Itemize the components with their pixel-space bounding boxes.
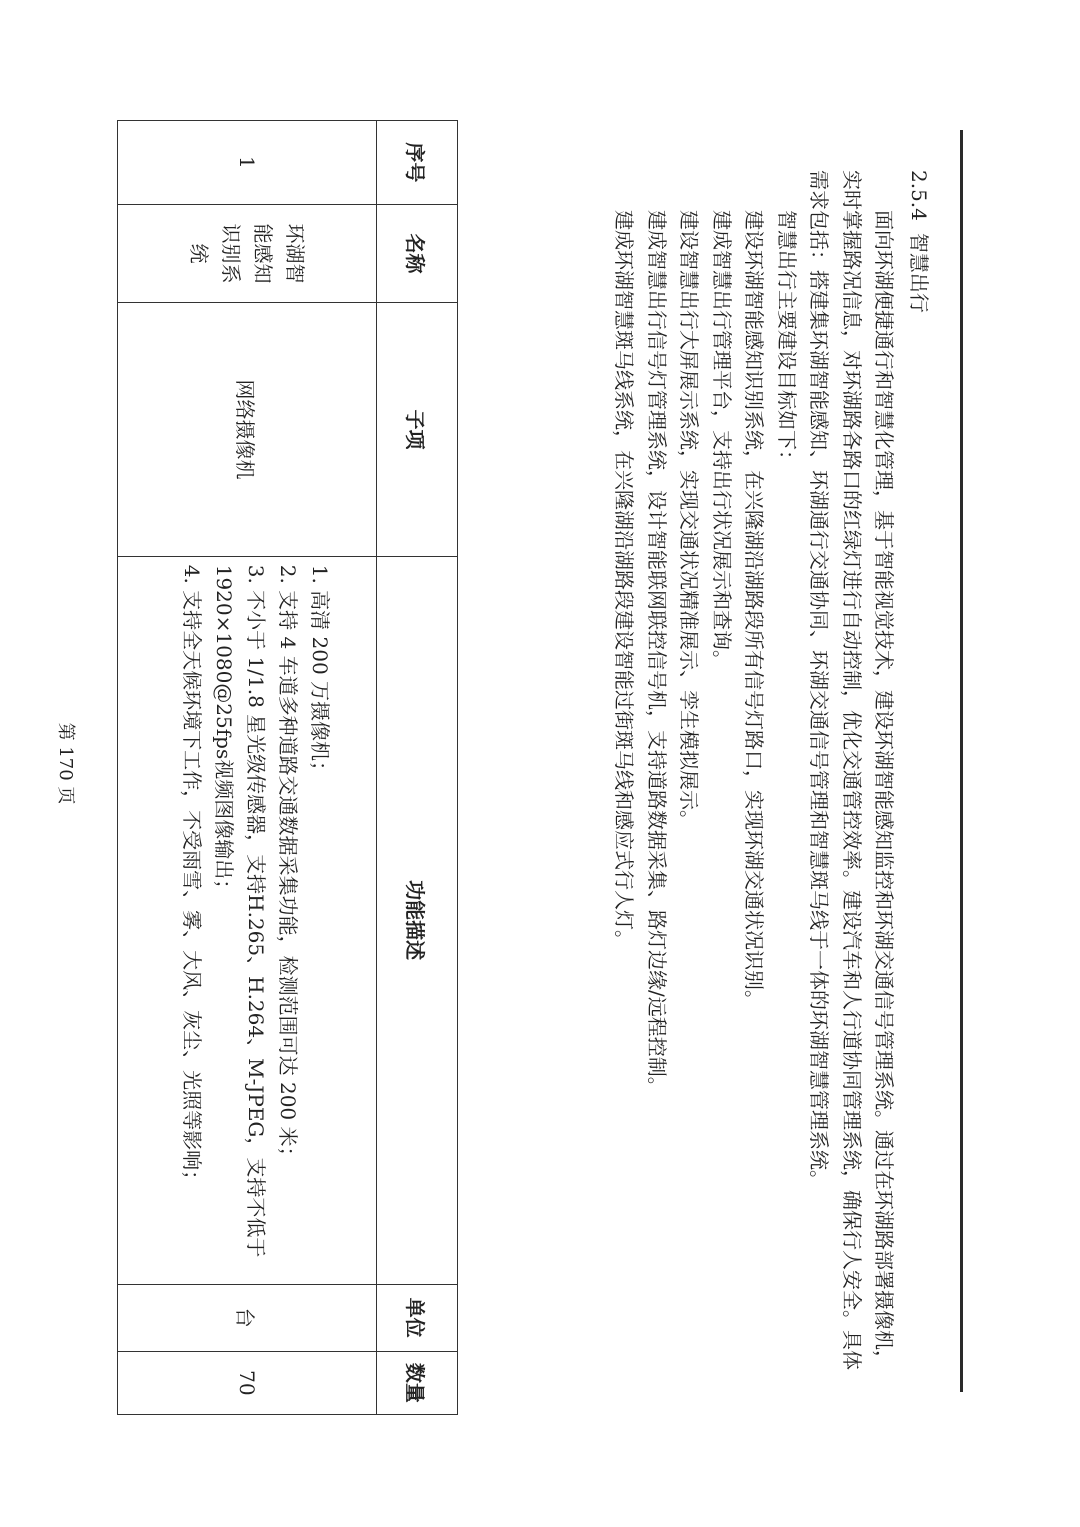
- description-line: 3. 不小于 1/1.8 星光级传感器，支持H.265、H.264、M-JPEG，支持不低于 1920×1080@25fps视频图像输出；: [212, 564, 268, 1258]
- spec-table: [117, 120, 458, 1415]
- goal-item: 建设环湖智能感知识别系统，在兴隆湖沿湖路段所有信号灯路口，实现环湖交通状况识别。: [742, 210, 767, 1010]
- cell-name: [118, 204, 377, 303]
- header-quantity: 数量: [377, 1351, 458, 1414]
- section-number: 2.5.4: [907, 170, 931, 221]
- cell-index: 1: [118, 121, 377, 205]
- header-rule: [960, 130, 963, 1392]
- header-index: 序号: [377, 121, 458, 205]
- description-line: 4. 支持全天候环境下工作，不受雨雪、雾、大风、灰尘、光照等影响；: [180, 564, 204, 1191]
- table-header-row: [377, 121, 458, 1415]
- cell-quantity: 70: [118, 1351, 377, 1414]
- goal-item: 建成环湖智慧斑马线系统，在兴隆湖沿湖路段建设智能过街斑马线和感应式行人灯。: [612, 210, 637, 950]
- goal-item: 建成智慧出行信号灯管理系统，设计智能联网联控信号机，支持道路数据采集、路灯边缘/远程控制。: [645, 210, 669, 1097]
- header-subitem: 子项: [377, 303, 458, 556]
- cell-name-line: 能感知: [251, 223, 275, 284]
- description-line: 1. 高清 200 万摄像机；: [308, 564, 332, 782]
- page-number: 第 170 页: [55, 722, 76, 805]
- cell-subitem: 网络摄像机: [118, 303, 377, 556]
- cell-name-line: 统: [187, 243, 211, 264]
- table-row: [118, 121, 377, 1415]
- goals-intro: 智慧出行主要建设目标如下：: [775, 210, 799, 470]
- section-title: 智慧出行: [907, 232, 931, 313]
- cell-name-line: 环湖智: [283, 223, 307, 284]
- goal-item: 建成智慧出行管理平台，支持出行状况展示和查询。: [710, 210, 734, 670]
- cell-description: [118, 556, 377, 1284]
- cell-name-line: 识别系: [219, 223, 243, 284]
- header-name: 名称: [377, 204, 458, 303]
- cell-unit: 台: [118, 1284, 377, 1351]
- body-text: [608, 170, 935, 1385]
- intro-paragraph: 面向环湖便捷通行和智慧化管理，基于智能视觉技术，建设环湖智能感知监控和环湖交通信号管理系统。通过在环湖路部署摄像机，实时掌握路况信息，对环湖路各路口的红绿灯进行自动控制，优化交通管控效率。建设汽车和人行道协同管理系统，确保行人安全。具体需求包括：搭建集环湖智能感知、环湖通行交通协同、环湖交通信号管理和智慧斑马线于一体的环湖智慧管理系统。: [807, 170, 897, 1370]
- description-line: 2. 支持 4 车道多种道路交通数据采集功能，检测范围可达 200 米；: [276, 564, 300, 1167]
- header-unit: 单位: [377, 1284, 458, 1351]
- header-description: 功能描述: [377, 556, 458, 1284]
- goal-item: 建设智慧出行大屏展示系统，实现交通状况精准展示、孪生模拟展示。: [677, 210, 702, 830]
- section-heading: [903, 170, 936, 1385]
